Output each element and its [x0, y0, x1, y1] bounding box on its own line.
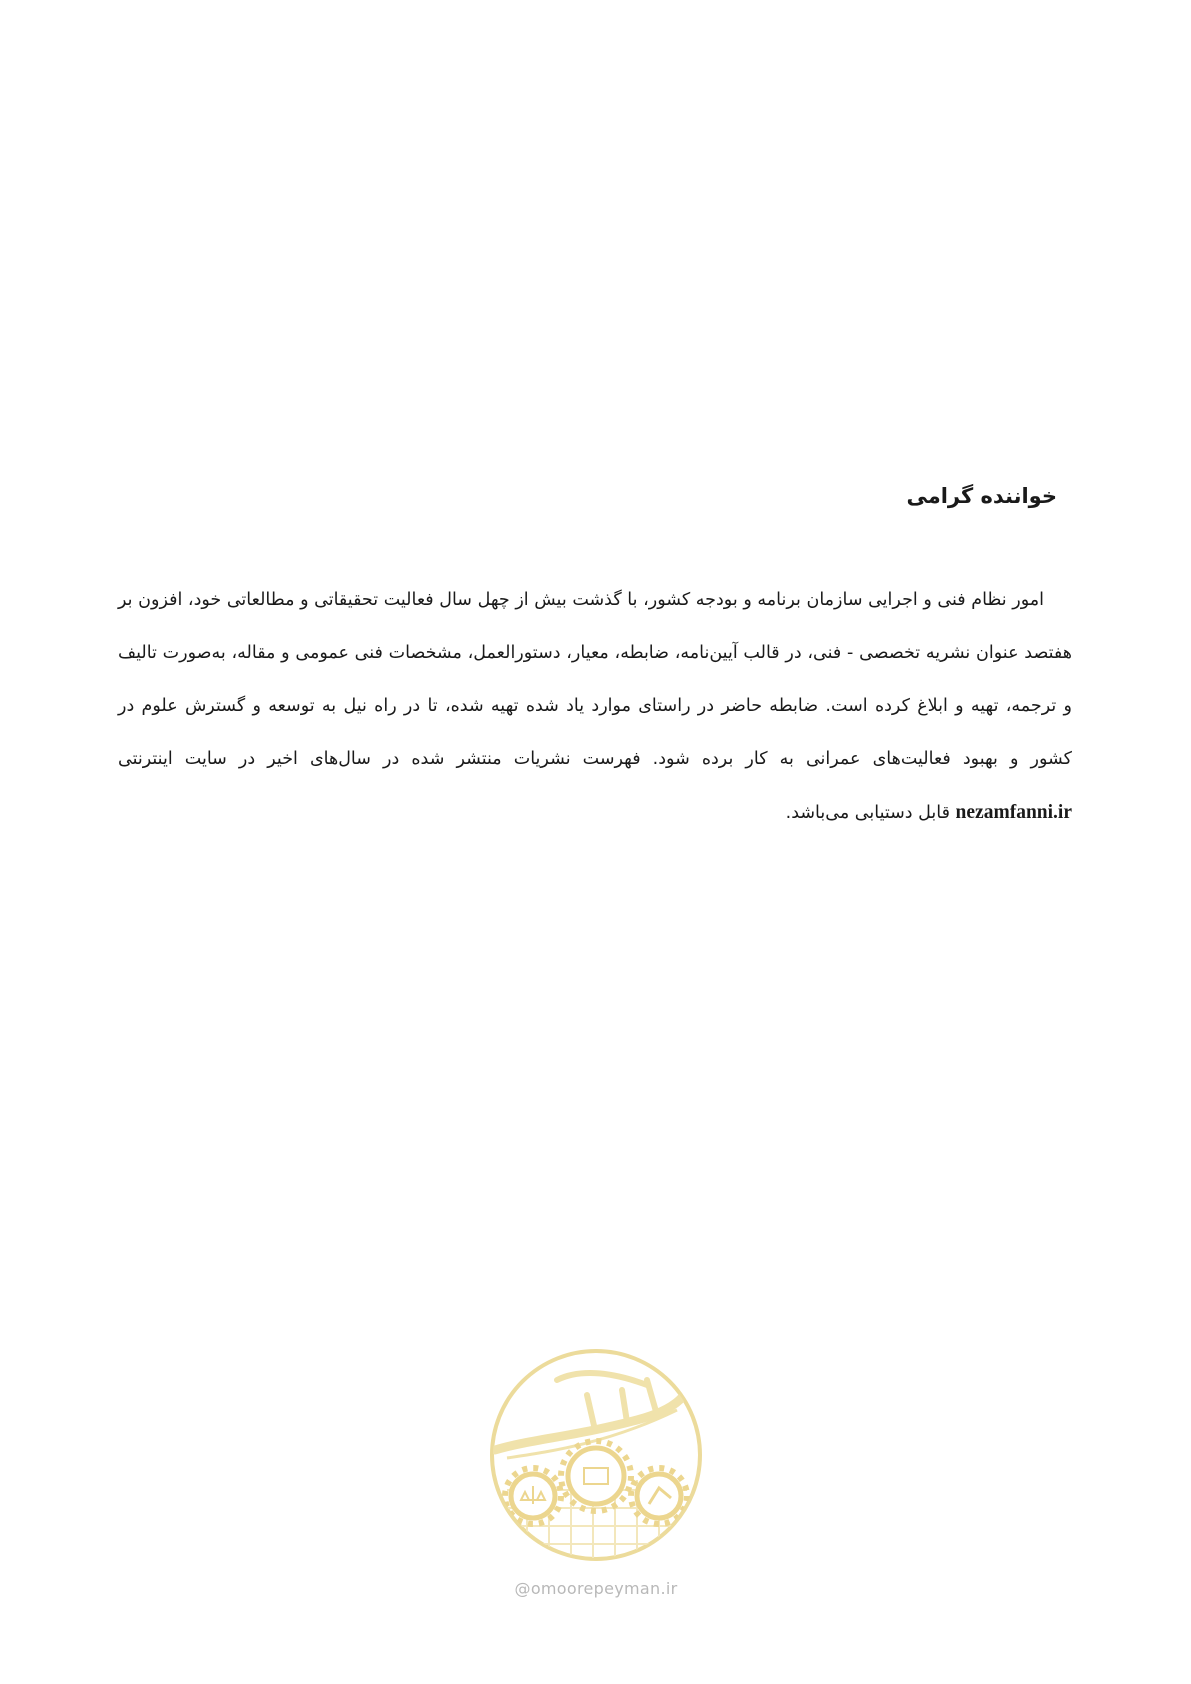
body-paragraph	[118, 574, 1072, 840]
watermark-site-text: @omoorepeyman.ir	[514, 1579, 678, 1598]
watermark-logo-icon	[487, 1340, 705, 1574]
paragraph-text-part2: قابل دستیابی می‌باشد.	[785, 803, 950, 823]
paragraph-text-part1: امور نظام فنی و اجرایی سازمان برنامه و بودجه کشور، با گذشت بیش از چهل سال فعالیت تحقیقاتی و مطالعاتی خود، افزون بر هفتصد عنوان نشریه تخصصی - فنی، در قالب آیین‌نامه، ضابطه، معیار، دستورالعمل، مشخصات فنی عمومی و مقاله، به‌صورت تالیف و ترجمه، تهیه و ابلاغ کرده است. ضابطه حاضر در راستای موارد یاد شده تهیه شده، تا در راه نیل به توسعه و گسترش علوم در کشور و بهبود فعالیت‌های عمرانی به کار برده شود. فهرست نشریات منتشر شده در سال‌های اخیر در سایت اینترنتی	[118, 590, 1072, 769]
watermark	[487, 1340, 705, 1600]
page-heading: خواننده گرامی	[906, 484, 1057, 508]
website-link[interactable]: nezamfanni.ir	[955, 802, 1072, 823]
